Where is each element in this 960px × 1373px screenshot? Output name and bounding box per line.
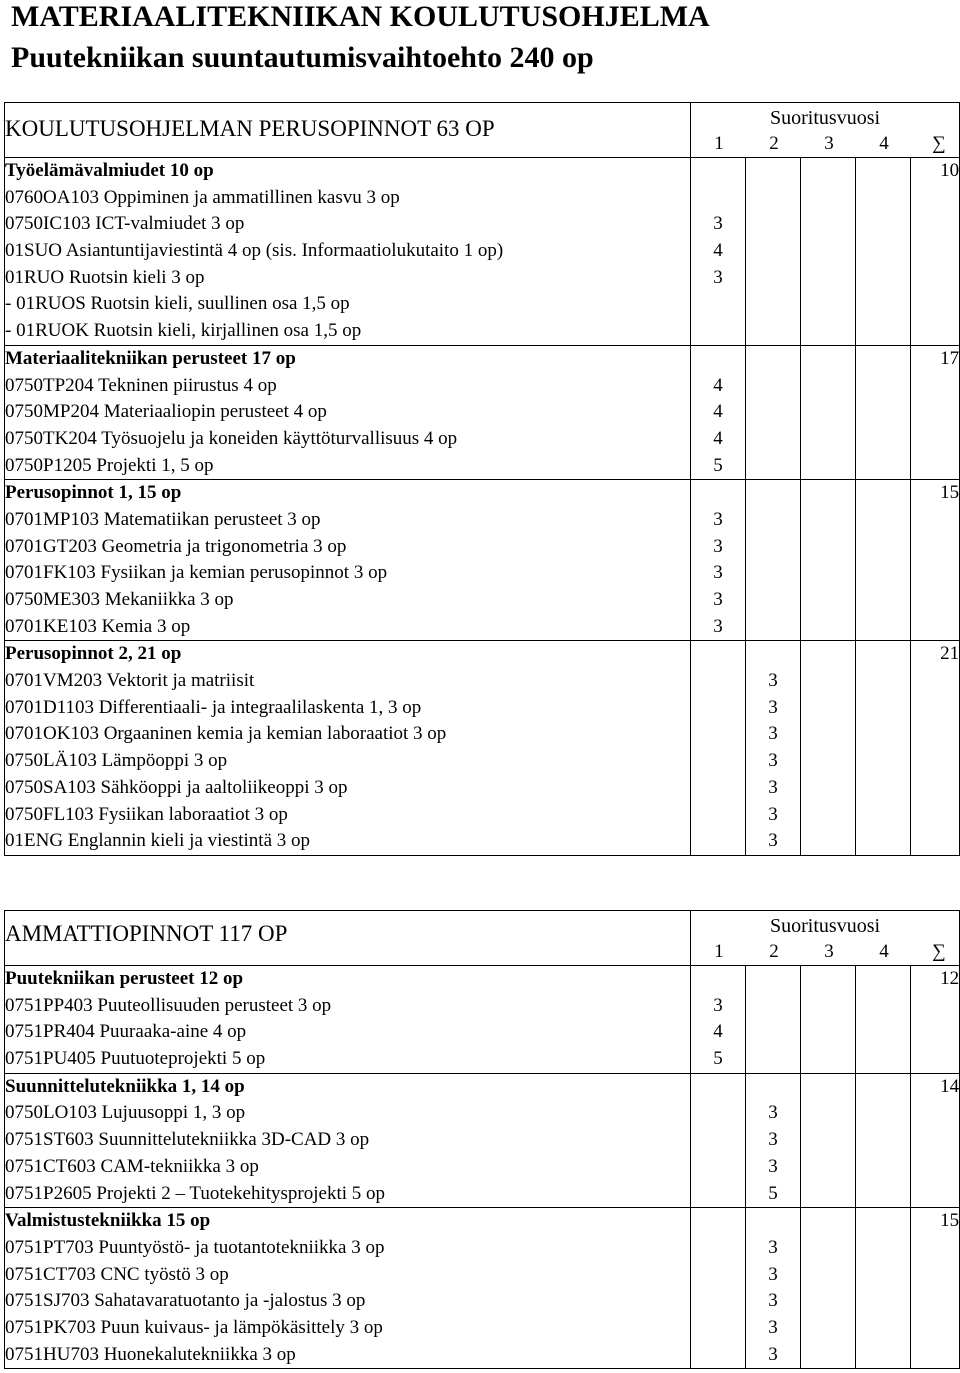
section-heading-cell (5, 103, 691, 158)
group-row (5, 966, 960, 1074)
year-3-cell (801, 480, 856, 641)
spacer (801, 641, 855, 668)
credit-value (746, 1019, 800, 1046)
group-title: Materiaalitekniikan perusteet 17 op (5, 347, 296, 369)
credit-value (856, 802, 910, 829)
group-row (5, 158, 960, 346)
credit-value: 3 (713, 615, 723, 637)
year-1-cell (691, 158, 746, 346)
credit-value (801, 1154, 855, 1181)
year-col-label: 1 (714, 133, 724, 154)
year-header-label: Suoritusvuosi (770, 107, 881, 129)
course-item: 0701D1103 Differentiaali- ja integraalilaskenta 1, 3 op (5, 696, 422, 718)
credit-value (801, 1019, 855, 1046)
group-courses-cell (5, 641, 691, 856)
credit-value (801, 1100, 855, 1127)
credit-value (801, 614, 855, 641)
credit-value (691, 668, 745, 695)
spacer (801, 1074, 855, 1101)
credit-value: 3 (768, 1290, 778, 1312)
group-courses-cell (5, 1208, 691, 1369)
credit-value: 3 (768, 1129, 778, 1151)
course-item: 0750LÄ103 Lämpöoppi 3 op (5, 750, 228, 772)
year-1-cell (691, 966, 746, 1074)
credit-value: 3 (768, 776, 778, 798)
year-2-cell (746, 345, 801, 479)
credit-value: 3 (713, 589, 723, 610)
credit-value (746, 373, 800, 400)
course-item: 0701GT203 Geometria ja trigonometria 3 op (5, 535, 347, 557)
credit-value (856, 828, 910, 855)
group-sum-cell (911, 158, 960, 346)
year-col-label: 1 (714, 941, 724, 962)
course-item: 0750FL103 Fysiikan laboraatiot 3 op (5, 803, 288, 825)
credit-value (856, 1100, 910, 1127)
credit-value (856, 211, 910, 238)
page-subtitle: Puutekniikan suuntautumisvaihtoehto 240 op (11, 41, 594, 74)
credit-value (801, 399, 855, 426)
course-item: 0701OK103 Orgaaninen kemia ja kemian laboraatiot 3 op (5, 723, 447, 745)
sum-symbol: ∑ (932, 133, 946, 154)
group-title: Suunnittelutekniikka 1, 14 op (5, 1075, 245, 1097)
credit-value (856, 668, 910, 695)
group-courses-cell (5, 345, 691, 479)
credit-value (691, 1181, 745, 1208)
course-item: 0751P2605 Projekti 2 – Tuotekehitysprojekti 5 op (5, 1182, 386, 1204)
group-sum-cell (911, 641, 960, 856)
course-item: 0750SA103 Sähköoppi ja aaltoliikeoppi 3 op (5, 776, 348, 798)
credit-value (856, 695, 910, 722)
year-2-cell (746, 480, 801, 641)
course-item: 0751PR404 Puuraaka-aine 4 op (5, 1021, 247, 1043)
group-title: Perusopinnot 1, 15 op (5, 482, 182, 504)
spacer (856, 966, 910, 993)
group-sum: 15 (940, 1210, 960, 1232)
credit-value (746, 211, 800, 238)
credit-value (856, 238, 910, 265)
credit-value (856, 265, 910, 292)
credit-value (801, 1046, 855, 1073)
credit-value (856, 775, 910, 802)
header-row (5, 103, 960, 158)
year-col-label: 2 (769, 133, 779, 154)
credit-value (746, 399, 800, 426)
credit-value (856, 1127, 910, 1154)
year-3-cell (801, 345, 856, 479)
course-item: 0750MP204 Materiaaliopin perusteet 4 op (5, 401, 327, 423)
group-courses-cell (5, 1073, 691, 1207)
year-3-cell (801, 1208, 856, 1369)
credit-value (856, 426, 910, 453)
year-4-cell (856, 158, 911, 346)
course-item: 0751HU703 Huonekalutekniikka 3 op (5, 1343, 296, 1365)
year-2-cell (746, 641, 801, 856)
course-item: 01SUO Asiantuntijaviestintä 4 op (sis. Informaatiolukutaito 1 op) (5, 240, 504, 262)
credit-value (801, 426, 855, 453)
group-title: Työelämävalmiudet 10 op (5, 160, 214, 181)
group-sum: 14 (940, 1075, 960, 1097)
credit-value (691, 1235, 745, 1262)
credit-value: 3 (768, 1155, 778, 1177)
credit-value (856, 318, 910, 345)
spacer (746, 480, 800, 507)
credit-value (691, 748, 745, 775)
credit-value (856, 1046, 910, 1073)
credit-value: 3 (768, 1316, 778, 1338)
group-courses-cell (5, 158, 691, 346)
credit-value: 3 (768, 670, 778, 692)
credit-value: 3 (713, 994, 723, 1016)
credit-value (801, 185, 855, 212)
credit-value (746, 1046, 800, 1073)
year-3-cell (801, 158, 856, 346)
credit-value (691, 1262, 745, 1289)
year-3-cell (801, 966, 856, 1074)
section-heading: AMMATTIOPINNOT 117 OP (5, 921, 288, 946)
course-item: 0751PU405 Puutuoteprojekti 5 op (5, 1048, 266, 1070)
spacer (746, 158, 800, 185)
group-sum: 10 (940, 160, 960, 181)
year-2-cell (746, 966, 801, 1074)
credit-value (856, 399, 910, 426)
credit-value (801, 560, 855, 587)
credit-value: 3 (768, 1343, 778, 1365)
group-sum-cell (911, 1208, 960, 1369)
spacer (691, 346, 745, 373)
spacer (691, 1208, 745, 1235)
year-col-label: 4 (879, 133, 889, 154)
group-sum: 17 (940, 347, 960, 369)
credit-value (691, 695, 745, 722)
spacer (856, 1074, 910, 1101)
credit-value: 4 (713, 374, 723, 396)
course-item: 0750TK204 Työsuojelu ja koneiden käyttöturvallisuus 4 op (5, 427, 458, 449)
credit-value: 3 (768, 1236, 778, 1258)
course-item: 0751ST603 Suunnittelutekniikka 3D-CAD 3 op (5, 1129, 370, 1151)
course-item: 0750P1205 Projekti 1, 5 op (5, 454, 214, 476)
spacer (856, 641, 910, 668)
credit-value (856, 721, 910, 748)
course-item: 0750IC103 ICT-valmiudet 3 op (5, 213, 245, 235)
spacer (746, 1208, 800, 1235)
credit-value (801, 265, 855, 292)
credit-value (691, 185, 745, 212)
credit-value (856, 560, 910, 587)
year-4-cell (856, 641, 911, 856)
credit-value (746, 318, 800, 345)
course-item: 0701VM203 Vektorit ja matriisit (5, 670, 255, 692)
year-2-cell (746, 1208, 801, 1369)
credit-value (856, 748, 910, 775)
spacer (746, 966, 800, 993)
credit-value (801, 318, 855, 345)
credit-value (691, 828, 745, 855)
credit-value (801, 1127, 855, 1154)
course-item: 0751CT603 CAM-tekniikka 3 op (5, 1155, 259, 1177)
course-item: 01ENG Englannin kieli ja viestintä 3 op (5, 830, 311, 852)
credit-value (856, 507, 910, 534)
credit-value (801, 721, 855, 748)
credit-value (856, 1235, 910, 1262)
year-columns (691, 131, 959, 157)
course-item: 0701FK103 Fysiikan ja kemian perusopinnot 3 op (5, 562, 388, 584)
credit-value (691, 318, 745, 345)
spacer (746, 1074, 800, 1101)
credit-value: 3 (768, 1263, 778, 1285)
credit-value (691, 1127, 745, 1154)
credit-value (746, 587, 800, 614)
credit-value (856, 614, 910, 641)
course-item: 0751PP403 Puuteollisuuden perusteet 3 op (5, 994, 332, 1016)
spacer (856, 480, 910, 507)
credit-value (746, 265, 800, 292)
course-item: 01RUO Ruotsin kieli 3 op (5, 266, 205, 288)
course-item: 0751PK703 Puun kuivaus- ja lämpökäsittely 3 op (5, 1316, 383, 1338)
spacer (856, 346, 910, 373)
credit-value (856, 185, 910, 212)
credit-value: 4 (713, 401, 723, 423)
group-courses-cell (5, 966, 691, 1074)
credit-value (856, 1315, 910, 1342)
credit-value (801, 993, 855, 1020)
credit-value (856, 1342, 910, 1369)
course-item: 0701KE103 Kemia 3 op (5, 615, 191, 637)
credit-value (856, 534, 910, 561)
credit-value (801, 238, 855, 265)
year-col-label: 3 (824, 133, 834, 154)
credit-value (856, 1181, 910, 1208)
spacer (801, 966, 855, 993)
credit-value: 3 (768, 723, 778, 745)
curriculum-table-professional (4, 910, 960, 1369)
spacer (746, 346, 800, 373)
credit-value (746, 507, 800, 534)
year-header-cell (691, 103, 960, 158)
spacer (856, 158, 910, 185)
credit-value (691, 291, 745, 318)
credit-value: 3 (713, 562, 723, 584)
group-row (5, 1208, 960, 1369)
group-sum-cell (911, 345, 960, 479)
credit-value (856, 1019, 910, 1046)
credit-value: 3 (713, 535, 723, 557)
credit-value (801, 1315, 855, 1342)
group-sum-cell (911, 966, 960, 1074)
group-title: Puutekniikan perusteet 12 op (5, 968, 244, 989)
course-item: 0751CT703 CNC työstö 3 op (5, 1263, 229, 1285)
credit-value (746, 291, 800, 318)
credit-value (856, 291, 910, 318)
credit-value: 5 (713, 454, 723, 476)
spacer (691, 480, 745, 507)
page-title: MATERIAALITEKNIIKAN KOULUTUSOHJELMA (11, 0, 710, 33)
spacer (801, 480, 855, 507)
credit-value (746, 534, 800, 561)
year-2-cell (746, 158, 801, 346)
credit-value (746, 614, 800, 641)
spacer (856, 1208, 910, 1235)
course-item: 0751SJ703 Sahatavaratuotanto ja -jalostus 3 op (5, 1290, 366, 1312)
credit-value: 3 (768, 830, 778, 852)
credit-value (856, 1288, 910, 1315)
group-row (5, 641, 960, 856)
spacer (801, 158, 855, 185)
credit-value (801, 695, 855, 722)
spacer (691, 158, 745, 185)
credit-value: 3 (713, 508, 723, 530)
credit-value (691, 775, 745, 802)
group-row (5, 480, 960, 641)
course-item: 0751PT703 Puuntyöstö- ja tuotantotekniikka 3 op (5, 1236, 385, 1258)
credit-value (746, 560, 800, 587)
course-item: - 01RUOS Ruotsin kieli, suullinen osa 1,5 op (5, 293, 350, 315)
credit-value (801, 211, 855, 238)
credit-value (691, 802, 745, 829)
group-sum: 12 (940, 968, 960, 989)
credit-value: 3 (713, 266, 723, 288)
header-row (5, 911, 960, 966)
credit-value (801, 1181, 855, 1208)
credit-value: 3 (768, 1102, 778, 1124)
credit-value (691, 1342, 745, 1369)
year-columns (691, 939, 959, 965)
year-header-cell (691, 911, 960, 966)
credit-value: 3 (768, 803, 778, 825)
credit-value: 3 (768, 750, 778, 772)
credit-value (746, 993, 800, 1020)
course-item: - 01RUOK Ruotsin kieli, kirjallinen osa 1,5 op (5, 320, 362, 342)
credit-value (691, 1154, 745, 1181)
credit-value: 4 (713, 1021, 723, 1043)
credit-value (691, 1315, 745, 1342)
course-item: 0750TP204 Tekninen piirustus 4 op (5, 374, 277, 396)
section-heading: KOULUTUSOHJELMAN PERUSOPINNOT 63 OP (5, 116, 495, 141)
credit-value (801, 828, 855, 855)
year-4-cell (856, 345, 911, 479)
year-1-cell (691, 480, 746, 641)
year-col-label: 3 (824, 941, 834, 962)
credit-value (691, 1288, 745, 1315)
credit-value (801, 373, 855, 400)
credit-value: 5 (713, 1048, 723, 1070)
sum-symbol: ∑ (932, 941, 946, 962)
year-1-cell (691, 345, 746, 479)
year-1-cell (691, 1073, 746, 1207)
spacer (801, 1208, 855, 1235)
spacer (801, 346, 855, 373)
credit-value: 4 (713, 240, 723, 262)
credit-value (856, 453, 910, 480)
credit-value (801, 1262, 855, 1289)
year-col-label: 2 (769, 941, 779, 962)
year-3-cell (801, 1073, 856, 1207)
year-header-label: Suoritusvuosi (770, 915, 881, 937)
course-item: 0750ME303 Mekaniikka 3 op (5, 589, 234, 610)
credit-value: 4 (713, 427, 723, 449)
year-4-cell (856, 1208, 911, 1369)
group-courses-cell (5, 480, 691, 641)
credit-value (746, 453, 800, 480)
year-1-cell (691, 1208, 746, 1369)
credit-value (801, 1288, 855, 1315)
credit-value (801, 775, 855, 802)
course-item: 0760OA103 Oppiminen ja ammatillinen kasvu 3 op (5, 186, 400, 208)
credit-value (801, 668, 855, 695)
spacer (691, 641, 745, 668)
group-row (5, 1073, 960, 1207)
credit-value (801, 507, 855, 534)
group-sum-cell (911, 1073, 960, 1207)
credit-value (691, 721, 745, 748)
group-sum: 15 (940, 482, 960, 504)
credit-value (801, 453, 855, 480)
curriculum-table-basic (4, 102, 960, 856)
credit-value (801, 802, 855, 829)
credit-value (856, 373, 910, 400)
year-3-cell (801, 641, 856, 856)
credit-value (801, 291, 855, 318)
spacer (746, 641, 800, 668)
credit-value (801, 587, 855, 614)
course-item: 0750LO103 Lujuusoppi 1, 3 op (5, 1102, 246, 1124)
credit-value (856, 993, 910, 1020)
course-item: 0701MP103 Matematiikan perusteet 3 op (5, 508, 321, 530)
credit-value (801, 534, 855, 561)
credit-value (691, 1100, 745, 1127)
credit-value (746, 238, 800, 265)
spacer (691, 1074, 745, 1101)
group-row (5, 345, 960, 479)
section-heading-cell (5, 911, 691, 966)
year-4-cell (856, 966, 911, 1074)
credit-value (801, 1235, 855, 1262)
credit-value: 5 (768, 1182, 778, 1204)
credit-value (856, 1262, 910, 1289)
credit-value (801, 748, 855, 775)
credit-value (856, 587, 910, 614)
group-title: Valmistustekniikka 15 op (5, 1210, 211, 1232)
year-4-cell (856, 480, 911, 641)
year-2-cell (746, 1073, 801, 1207)
credit-value: 3 (768, 696, 778, 718)
credit-value (856, 1154, 910, 1181)
year-1-cell (691, 641, 746, 856)
credit-value (746, 185, 800, 212)
group-sum: 21 (940, 643, 960, 665)
year-col-label: 4 (879, 941, 889, 962)
credit-value: 3 (713, 213, 723, 235)
year-4-cell (856, 1073, 911, 1207)
credit-value (746, 426, 800, 453)
group-sum-cell (911, 480, 960, 641)
credit-value (801, 1342, 855, 1369)
group-title: Perusopinnot 2, 21 op (5, 643, 182, 665)
spacer (691, 966, 745, 993)
